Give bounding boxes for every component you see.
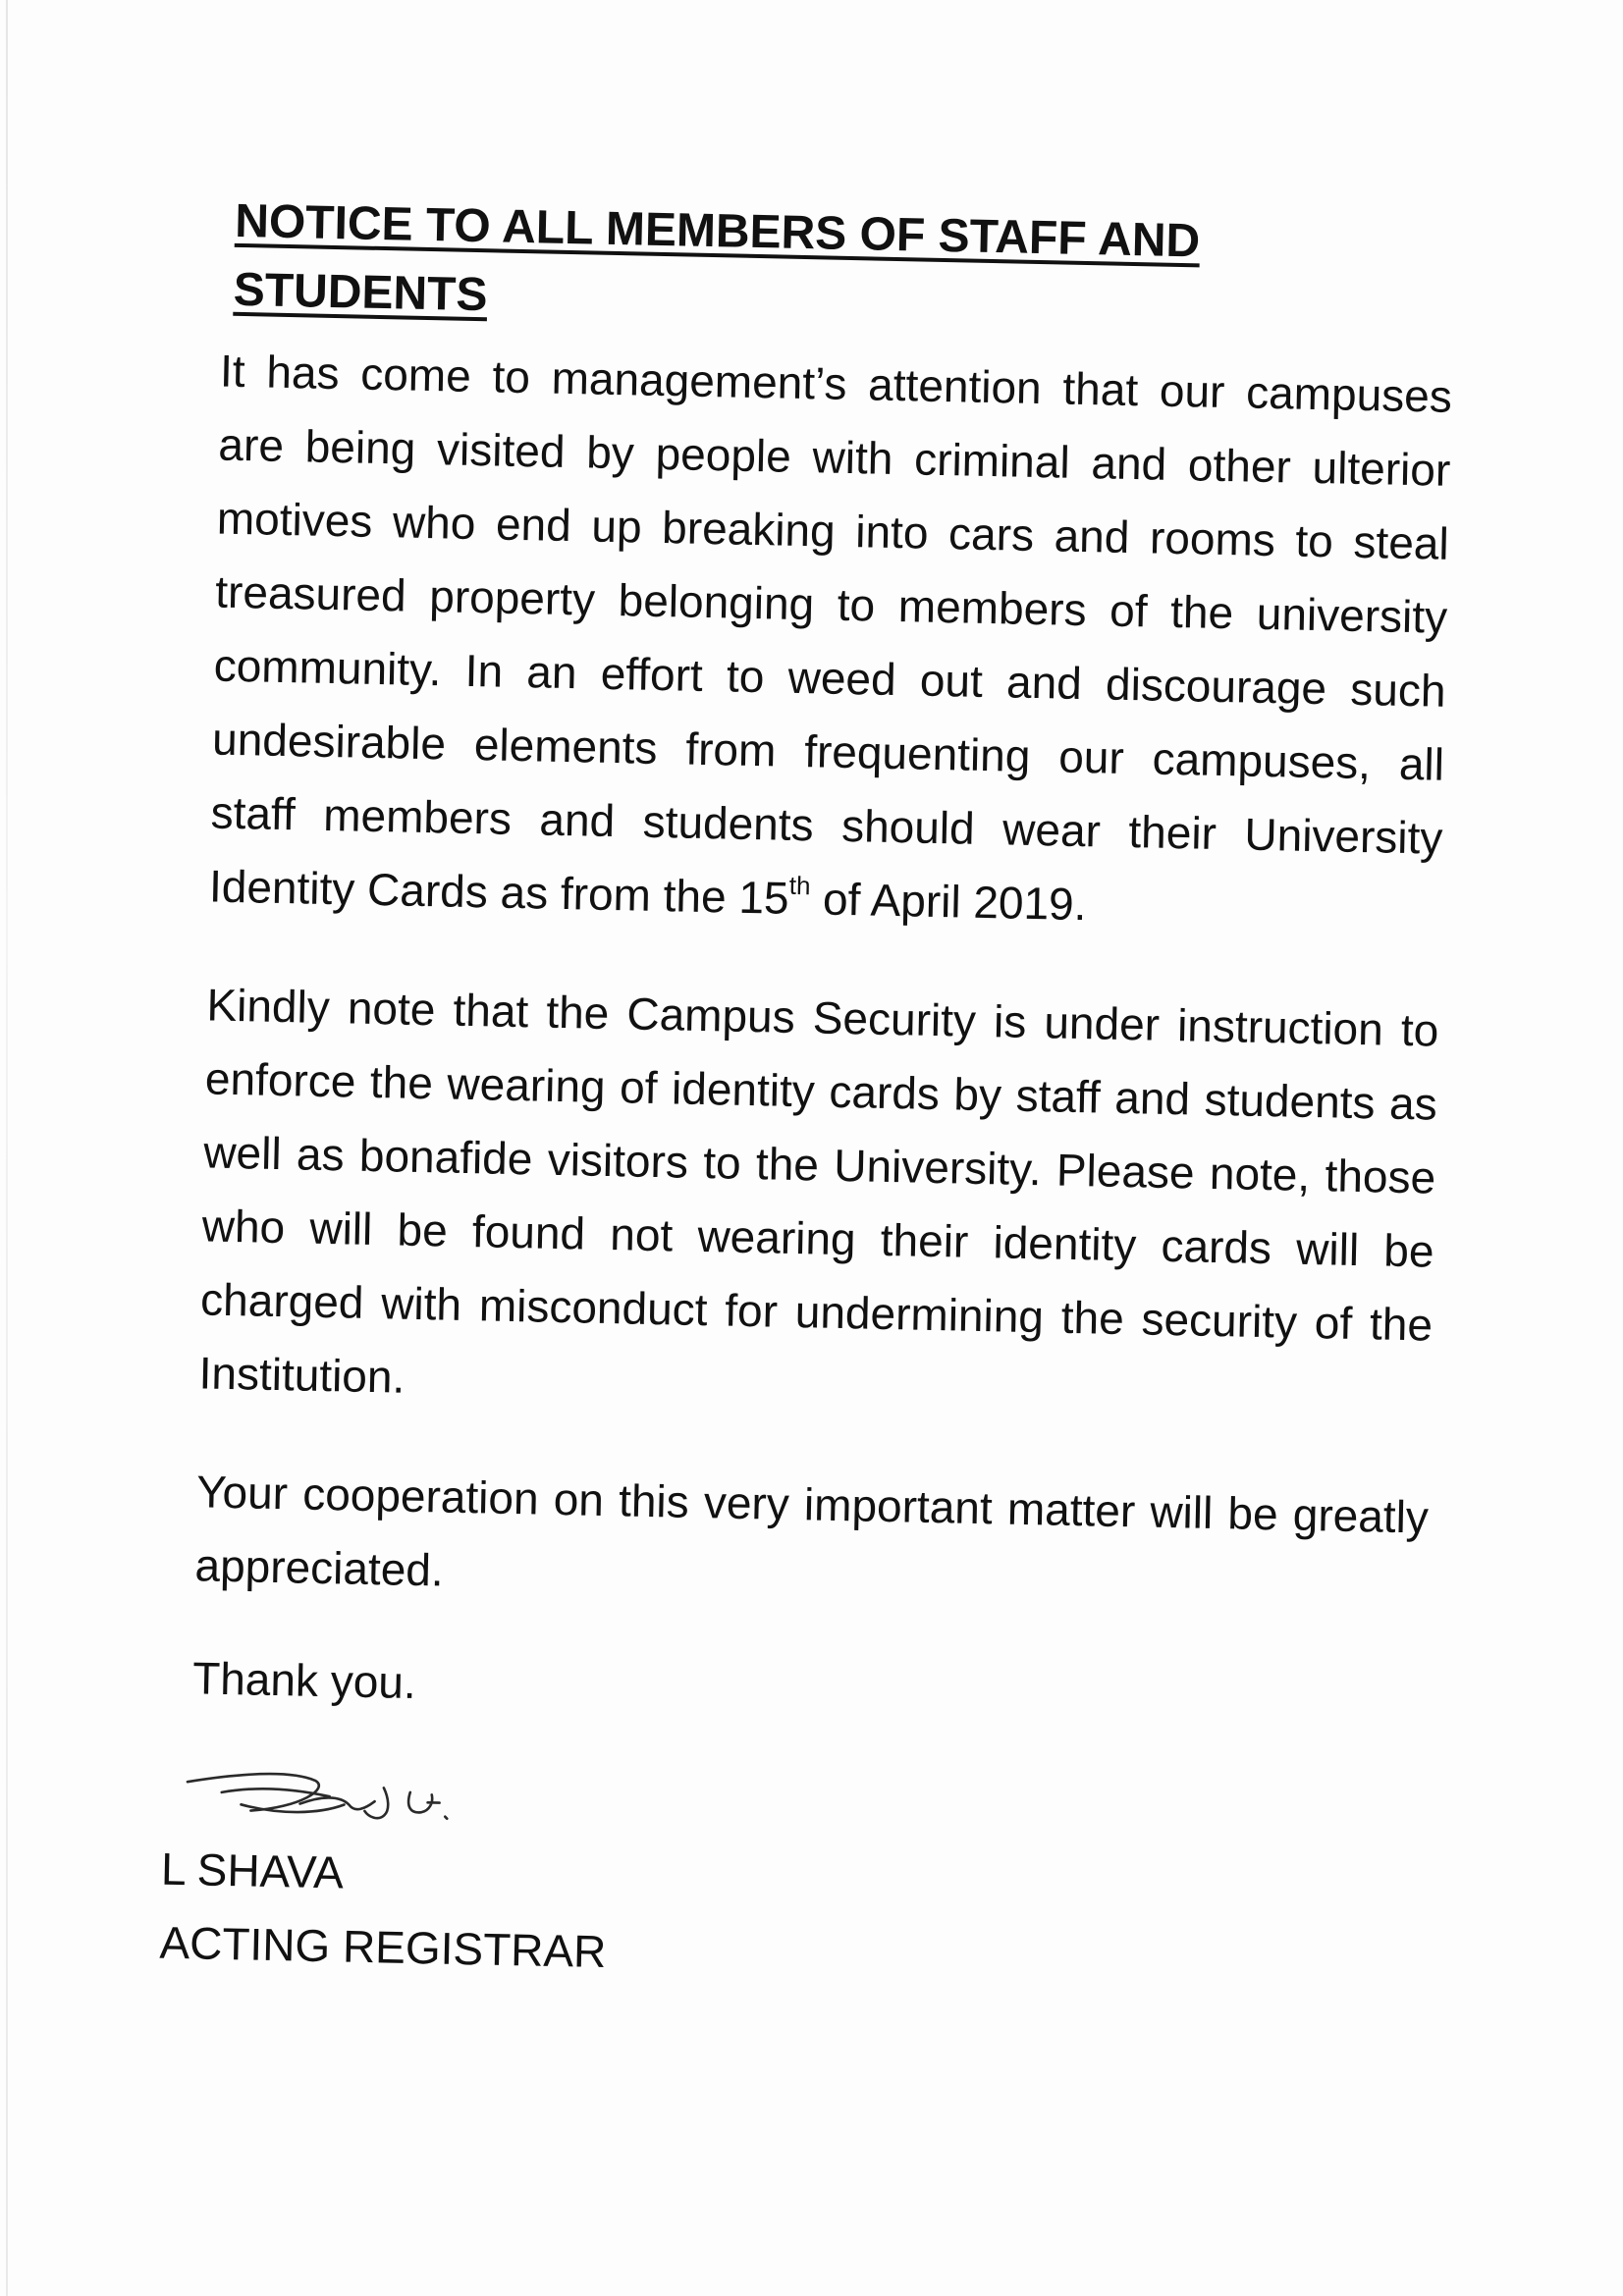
paragraph-id-card-requirement: [208, 335, 1452, 949]
handwritten-signature: [182, 1754, 557, 1841]
notice-title: NOTICE TO ALL MEMBERS OF STAFF AND STUDENTS: [233, 194, 1201, 322]
paragraph-security-enforcement: Kindly note that the Campus Security is under instruction to enforce the wearing of identity cards by staff and students as well as bonafide visitors to the University. Please note, those who will be found not wearing their identity cards will be charged with misconduct for undermining the security of the Institution.: [198, 979, 1439, 1403]
paragraph-cooperation: Your cooperation on this very important matter will be greatly appreciated.: [194, 1466, 1430, 1596]
paragraph-1-main-text: It has come to management’s attention that our campuses are being visited by people with criminal and other ulterior motives who end up breaking into cars and rooms to steal treasured property belonging to members of the university community. In an effort to weed out and discourage such undesirable elements from frequenting our campuses, all staff members and students should wear their University Identity Cards as from the 15: [208, 345, 1453, 924]
paragraph-1-end-text: of April 2019.: [809, 873, 1088, 931]
signatory-name: L SHAVA: [160, 1842, 345, 1898]
notice-document: [159, 187, 1473, 2006]
ordinal-superscript: th: [788, 870, 811, 901]
scan-edge-shadow: [6, 0, 8, 2296]
closing-thank-you: Thank you.: [191, 1652, 417, 1709]
signatory-title: ACTING REGISTRAR: [158, 1916, 607, 1978]
